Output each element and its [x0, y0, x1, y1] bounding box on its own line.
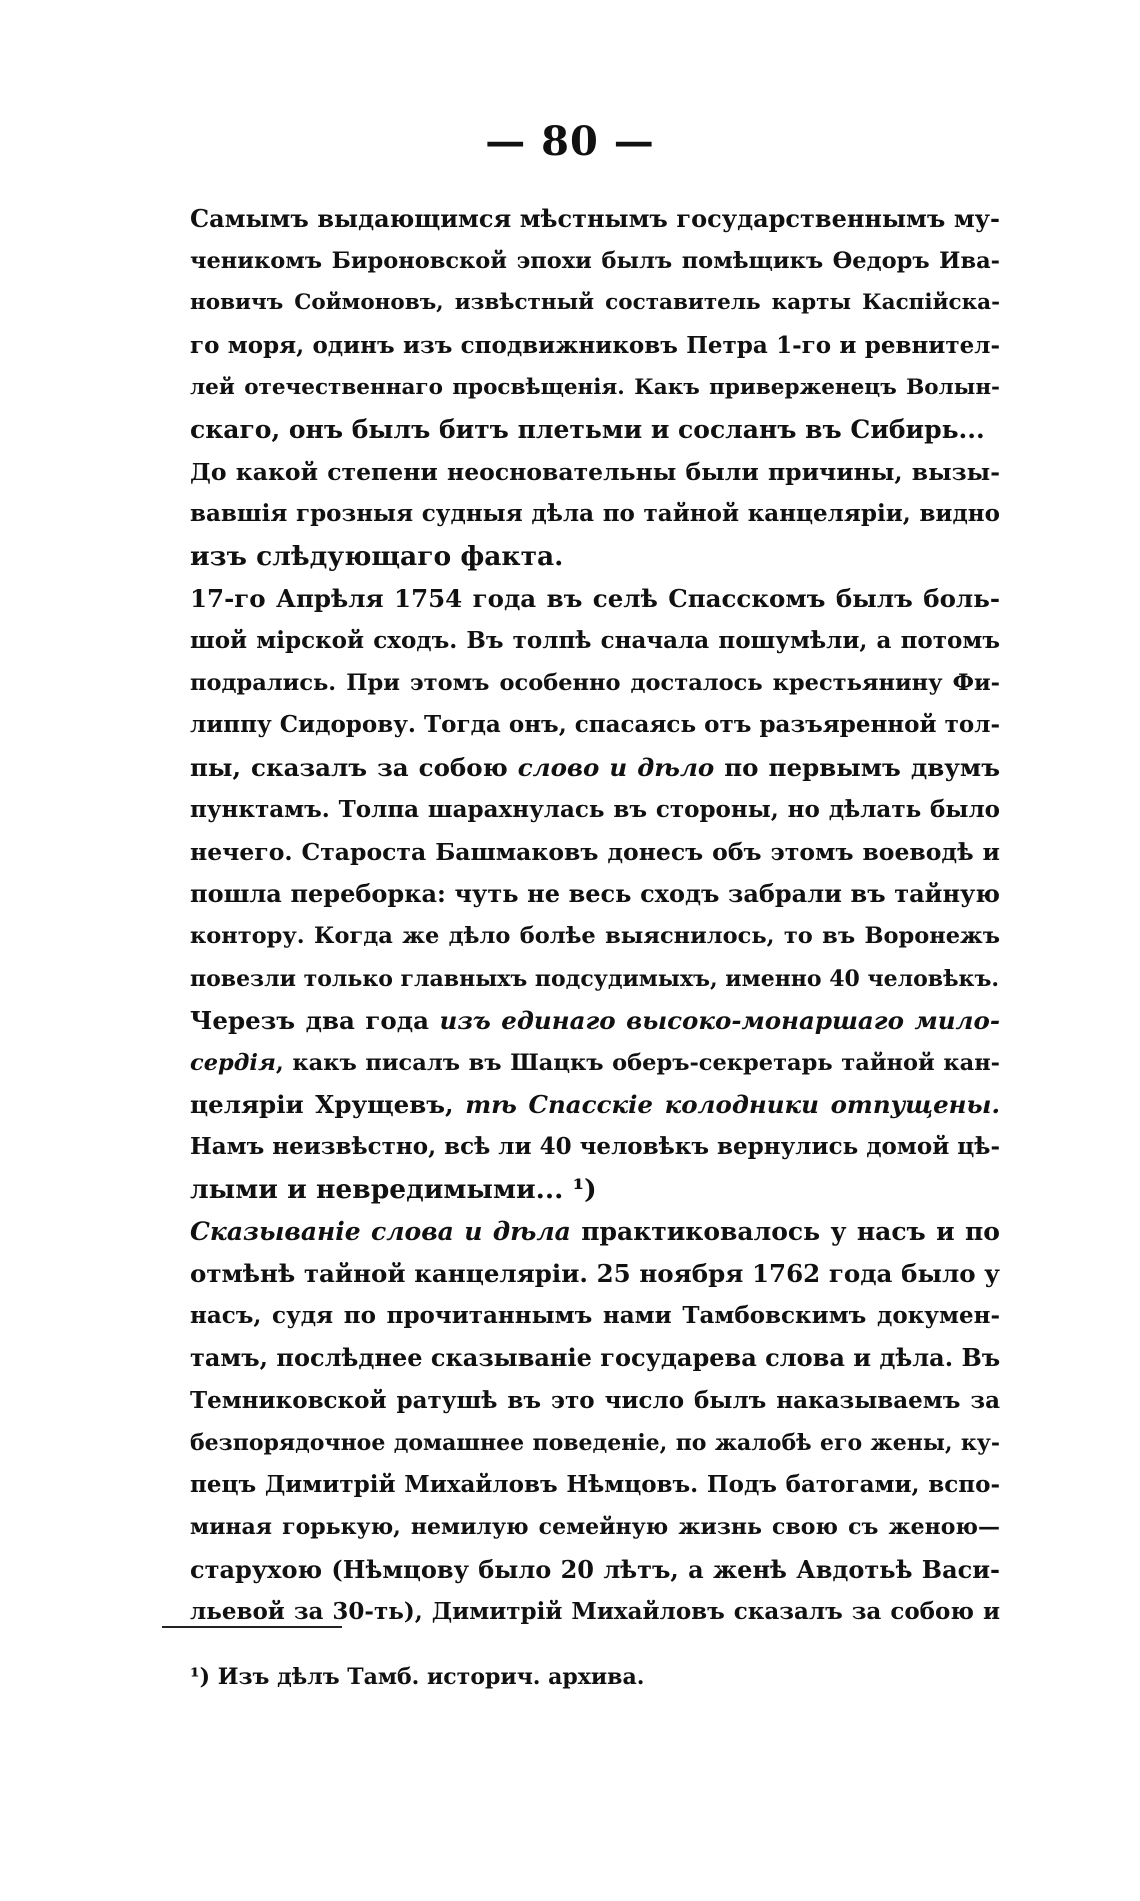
- text-line: насъ, судя по прочитаннымъ нами Тамбовскимъ докумен-: [190, 1302, 1000, 1330]
- text-line: новичъ Соймоновъ, извѣстный составитель карты Каспійска-: [190, 290, 1000, 316]
- text-line: До какой степени неосновательны были причины, вызы-: [190, 458, 1000, 487]
- text-line: го моря, одинъ изъ сподвижниковъ Петра 1-го и ревнител-: [190, 331, 1000, 359]
- text-line: пецъ Димитрій Михайловъ Нѣмцовъ. Подъ батогами, вспо-: [190, 1471, 1000, 1499]
- paragraph-1: [190, 198, 1000, 451]
- text-line: липпу Сидорову. Тогда онъ, спасаясь отъ разъяренной тол-: [190, 711, 1000, 739]
- footnote: ¹) Изъ дѣлъ Тамб. историч. архива.: [190, 1664, 645, 1690]
- text-line: сердія, какъ писалъ въ Шацкъ оберъ-секретарь тайной кан-: [190, 1050, 1000, 1077]
- text-line: старухою (Нѣмцову было 20 лѣтъ, а женѣ Авдотьѣ Васи-: [190, 1554, 1000, 1584]
- text-line: Черезъ два года изъ единаго высоко-монаршаго мило-: [190, 1005, 1000, 1035]
- text-line: вавшія грозныя судныя дѣла по тайной канцеляріи, видно: [190, 500, 1000, 528]
- paragraph-4: [190, 1000, 1000, 1211]
- text-line: подрались. При этомъ особенно досталось крестьянину Фи-: [190, 670, 1000, 697]
- text-line: контору. Когда же дѣло болѣе выяснилось, то въ Воронежъ: [190, 923, 1000, 950]
- text-line: лей отечественнаго просвѣщенія. Какъ приверженецъ Волын-: [190, 374, 1000, 400]
- paragraph-5: [190, 1211, 1000, 1633]
- text-line: пунктамъ. Толпа шарахнулась въ стороны, но дѣлать было: [190, 795, 1000, 823]
- text-line: миная горькую, немилую семейную жизнь свою съ женою—: [190, 1514, 1000, 1541]
- text-line: 17-го Апрѣля 1754 года въ селѣ Спасскомъ былъ боль-: [190, 583, 1000, 613]
- text-line: изъ слѣдующаго факта.: [190, 540, 564, 572]
- body-text: [190, 198, 1000, 1633]
- paragraph-3: [190, 578, 1000, 1000]
- text-line: пы, сказалъ за собою слово и дѣло по первымъ двумъ: [190, 752, 1000, 782]
- text-line: Самымъ выдающимся мѣстнымъ государственнымъ му-: [190, 204, 1000, 233]
- page-number: — 80 —: [485, 118, 655, 165]
- text-line: лыми и невредимыми... ¹): [190, 1173, 597, 1205]
- text-line: пошла переборка: чуть не весь сходъ забрали въ тайную: [190, 879, 1000, 909]
- text-line: ченикомъ Бироновской эпохи былъ помѣщикъ Ѳедоръ Ива-: [190, 248, 1000, 275]
- text-line: Сказываніе слова и дѣла практиковалось у насъ и по: [190, 1216, 1000, 1246]
- text-line: Темниковской ратушѣ въ это число былъ наказываемъ за: [190, 1386, 1000, 1414]
- paragraph-2: [190, 451, 1000, 578]
- text-line: тамъ, послѣднее сказываніе государева слова и дѣла. Въ: [190, 1343, 1001, 1373]
- text-line: безпорядочное домашнее поведеніе, по жалобѣ его жены, ку-: [190, 1429, 1000, 1456]
- text-line: повезли только главныхъ подсудимыхъ, именно 40 человѣкъ.: [190, 965, 999, 992]
- text-line: целяріи Хрущевъ, тѣ Спасскіе колодники отпущены.: [190, 1090, 1000, 1120]
- footnote-divider: [162, 1626, 342, 1628]
- text-line: нечего. Староста Башмаковъ донесъ объ этомъ воеводѣ и: [190, 838, 1000, 867]
- text-line: скаго, онъ былъ битъ плетьми и сосланъ въ Сибирь...: [190, 415, 985, 445]
- text-line: Намъ неизвѣстно, всѣ ли 40 человѣкъ вернулись домой цѣ-: [190, 1133, 1000, 1161]
- text-line: льевой за 30-ть), Димитрій Михайловъ сказалъ за собою и: [190, 1597, 1000, 1625]
- text-line: отмѣнѣ тайной канцеляріи. 25 ноября 1762 года было у: [190, 1259, 1000, 1289]
- text-line: шой мірской сходъ. Въ толпѣ сначала пошумѣли, а потомъ: [190, 627, 1000, 655]
